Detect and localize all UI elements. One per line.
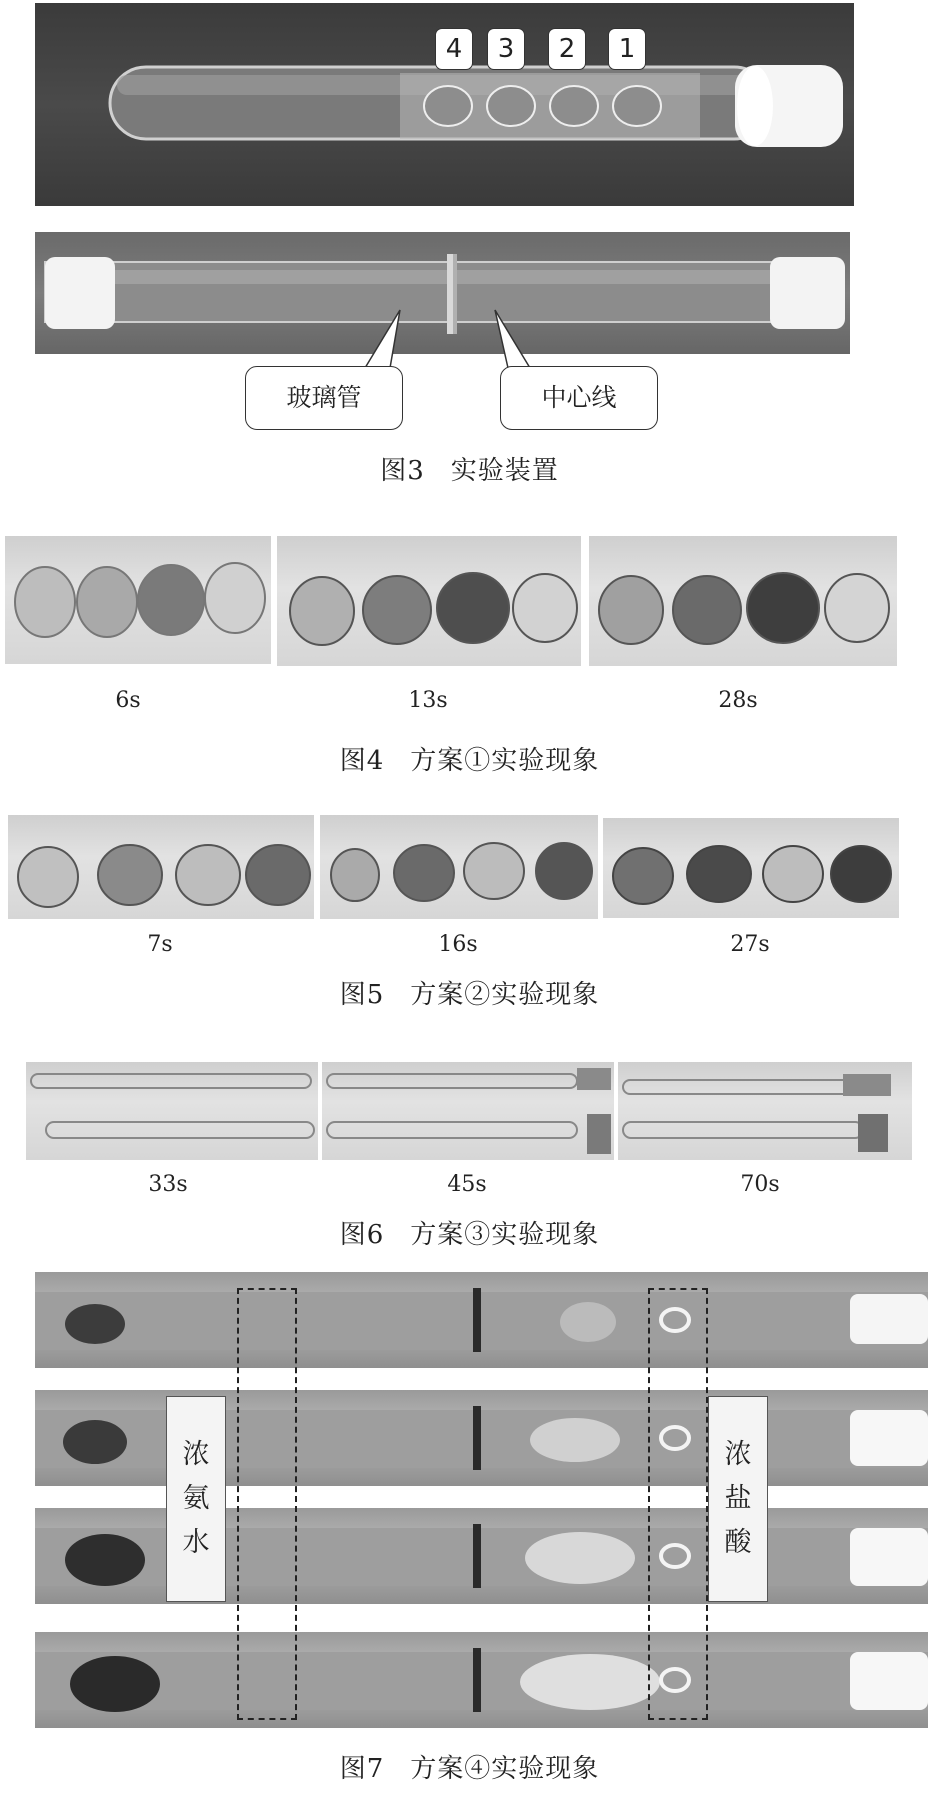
fig6-photo-70s xyxy=(618,1062,912,1160)
marker-2: 2 xyxy=(548,28,586,70)
fig5-caption xyxy=(0,974,939,1011)
fig6-caption xyxy=(0,1214,939,1251)
callout-center-line: 中心线 xyxy=(500,366,658,430)
fig5-caption-num: 图5 xyxy=(339,980,385,1010)
fig4-time-1: 6s xyxy=(115,688,141,713)
fig6-time-3: 70s xyxy=(740,1172,780,1197)
fig3-caption-num: 图3 xyxy=(380,456,425,486)
fig4-time-2: 13s xyxy=(408,688,448,713)
fig5-photo-7s xyxy=(8,815,314,919)
fig4-photo-28s xyxy=(589,536,897,666)
label-concentrated-hydrochloric-acid xyxy=(708,1396,768,1602)
fig7-caption-title: 方案④实验现象 xyxy=(410,1754,600,1784)
fig4-caption xyxy=(0,740,939,777)
fig5-time-3: 27s xyxy=(730,932,770,957)
fig4-photo-6s xyxy=(5,536,271,664)
label-right-char-2: 盐 xyxy=(724,1483,752,1514)
fig7-caption-num: 图7 xyxy=(339,1754,385,1784)
fig3-caption xyxy=(0,450,939,487)
fig3-caption-title: 实验装置 xyxy=(450,456,559,486)
fig7-caption xyxy=(0,1748,939,1785)
marker-4: 4 xyxy=(435,28,473,70)
fig6-time-2: 45s xyxy=(447,1172,487,1197)
fig4-time-3: 28s xyxy=(718,688,758,713)
fig6-caption-num: 图6 xyxy=(339,1220,385,1250)
fig4-photo-13s xyxy=(277,536,581,666)
dashed-box-right xyxy=(648,1288,708,1720)
fig4-caption-num: 图4 xyxy=(339,746,385,776)
label-right-char-3: 酸 xyxy=(724,1527,752,1558)
fig7-photo-strip-1 xyxy=(35,1272,928,1368)
fig5-photo-27s xyxy=(603,818,899,918)
fig6-time-1: 33s xyxy=(148,1172,188,1197)
fig6-photo-45s xyxy=(322,1062,614,1160)
fig6-caption-title: 方案③实验现象 xyxy=(410,1220,600,1250)
label-left-char-2: 氨 xyxy=(182,1483,210,1514)
marker-3: 3 xyxy=(487,28,525,70)
label-concentrated-ammonia xyxy=(166,1396,226,1602)
fig6-photo-33s xyxy=(26,1062,318,1160)
fig5-time-1: 7s xyxy=(147,932,173,957)
marker-1: 1 xyxy=(608,28,646,70)
fig5-caption-title: 方案②实验现象 xyxy=(410,980,600,1010)
fig7-photo-strip-4 xyxy=(35,1632,928,1728)
fig5-photo-16s xyxy=(320,815,598,919)
label-right-char-1: 浓 xyxy=(724,1439,752,1470)
label-left-char-3: 水 xyxy=(182,1527,210,1558)
label-left-char-1: 浓 xyxy=(182,1439,210,1470)
fig4-caption-title: 方案①实验现象 xyxy=(410,746,600,776)
dashed-box-left xyxy=(237,1288,297,1720)
fig5-time-2: 16s xyxy=(438,932,478,957)
callout-glass-tube: 玻璃管 xyxy=(245,366,403,430)
